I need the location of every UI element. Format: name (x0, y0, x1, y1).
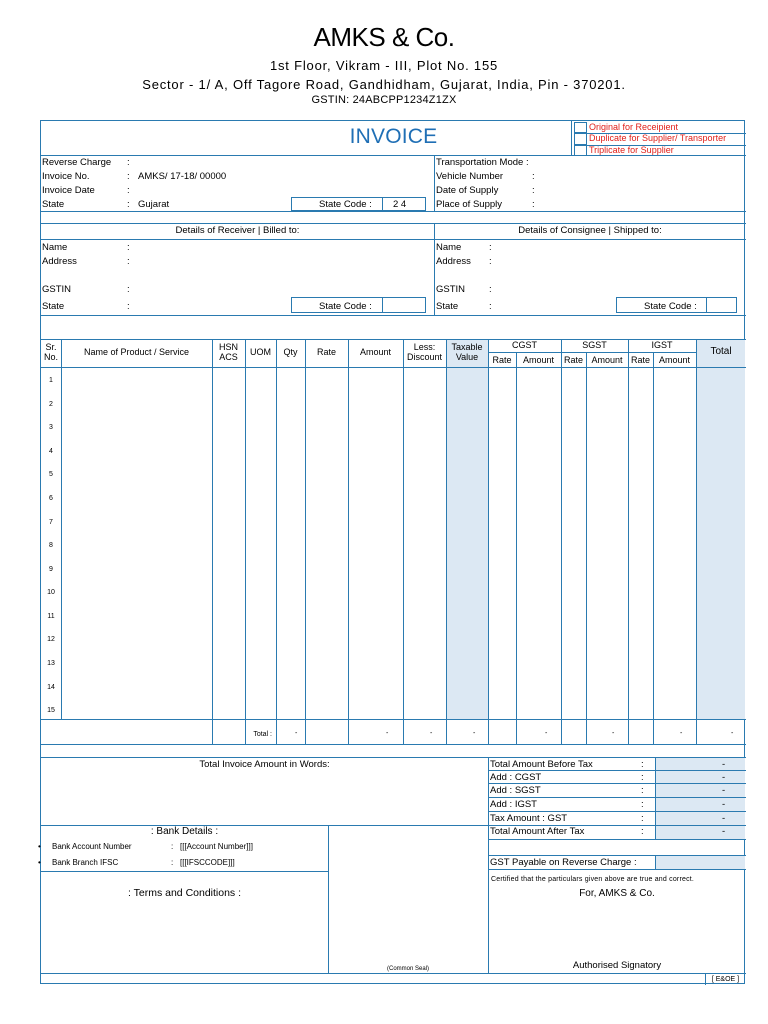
eoe-label: [ E&OE ] (711, 976, 740, 983)
original-copy-label: Original for Receipient (589, 122, 679, 132)
row-number: 2 (49, 401, 53, 408)
add-igst-label: Add : IGST (490, 799, 537, 810)
receiver-address-label: Address (42, 256, 77, 267)
row-number: 9 (49, 566, 53, 573)
row-number: 1 (49, 377, 53, 384)
receiver-gstin-label: GSTIN (42, 284, 72, 295)
row-number: 5 (49, 471, 53, 478)
certified-text: Certified that the particulars given above are true and correct. (491, 876, 695, 883)
company-gstin: GSTIN: 24ABCPP1234Z1ZX (311, 94, 457, 106)
duplicate-copy-label: Duplicate for Supplier/ Transporter (589, 133, 727, 143)
date-of-supply-label: Date of Supply (436, 185, 499, 196)
state-code-value[interactable]: 2 4 (393, 199, 407, 210)
col-igst: IGST (651, 340, 673, 350)
authorised-signatory: Authorised Signatory (572, 960, 662, 971)
transport-mode-label: Transportation Mode : (436, 157, 529, 168)
consignee-address-label: Address (436, 256, 471, 267)
receiver-name-label: Name (42, 242, 68, 253)
col-amount: Amount (359, 347, 392, 357)
bank-ifsc-value[interactable]: [[[IFSCCODE]]] (180, 858, 235, 867)
row-number: 10 (47, 589, 55, 596)
total-sgst: - (612, 730, 615, 737)
total-igst: - (680, 730, 683, 737)
col-sgst: SGST (582, 340, 607, 350)
col-discount: Less: Discount (406, 342, 442, 362)
total-amount: - (386, 730, 389, 737)
receiver-state-code-label: State Code : (319, 301, 372, 312)
row-number: 12 (47, 636, 55, 643)
consignee-heading: Details of Consignee | Shipped to: (518, 225, 662, 236)
reverse-charge-payable-label: GST Payable on Reverse Charge : (490, 857, 637, 868)
total-after-tax-value: - (722, 826, 726, 837)
add-sgst-value: - (722, 785, 726, 796)
common-seal-label: (Common Seal) (386, 966, 429, 972)
col-uom: UOM (250, 347, 271, 357)
row-number: 8 (49, 542, 53, 549)
col-sgst-amount: Amount (591, 355, 623, 365)
receiver-heading: Details of Receiver | Billed to: (175, 225, 300, 236)
invoice-form: INVOICE Original for Receipient Duplicate for Supplier/ Transporter Triplicate for Supplier Reverse Charge : Invoice No. : AMKS/ 17-18/ 00000 Invoice Date : State : Gujarat State Code : 2 4 Transportation Mode : Vehicle Number : Date of Supply : Place of Supply : Details of Receiver | Billed to: Details of Consignee | Shipped to: Name : Address : GSTIN : State : State Code : Name : Address : GSTIN : State : State Code : Sr. No. Name of Product / Service HSN ACS UOM Qty Rate Amount Less: Discount Taxable Value CGST SGST IGST Total Rate Amount Rate Amount Rate Amount 1 2 3 4 5 6 7 8 9 10 11 12 13 14 15 Total : - - - - - - - - Total Invoice Amount in Words: Total Amount Before Tax : - Add : CGST : - Add : SGST : - Add : IGST : - Tax Amount : GST : - Total Amount After Tax : - GST Payable on Reverse Charge : Certified that the particulars given above are true and correct. For, AMKS & Co. Authorised Signatory [ E&OE ] : Bank Details : • Bank Account Number : [[[Account Number]]] • Bank Branch IFSC : [[[IFSCCODE]]] : Terms and Conditions : (Common Seal) (40, 120, 745, 984)
reverse-charge-label: Reverse Charge (42, 157, 112, 168)
receiver-state-label: State (42, 301, 65, 312)
for-company: For, AMKS & Co. (579, 888, 655, 899)
col-qty: Qty (283, 347, 298, 357)
add-igst-value: - (722, 799, 726, 810)
consignee-gstin-label: GSTIN (436, 284, 466, 295)
invoice-no-label: Invoice No. (42, 171, 90, 182)
col-hsn: HSN ACS (218, 342, 238, 362)
triplicate-copy-label: Triplicate for Supplier (589, 145, 674, 155)
row-number: 4 (49, 448, 53, 455)
total-cgst: - (545, 730, 548, 737)
col-cgst-rate: Rate (492, 355, 512, 365)
invoice-no-value[interactable]: AMKS/ 17-18/ 00000 (138, 171, 227, 182)
consignee-state-label: State (436, 301, 459, 312)
row-number: 13 (47, 660, 55, 667)
row-number: 15 (47, 707, 55, 714)
total-row-label: Total : (253, 731, 272, 738)
total-after-tax-label: Total Amount After Tax (490, 826, 585, 837)
col-cgst: CGST (511, 340, 537, 350)
col-taxable: Taxable Value (451, 342, 483, 362)
consignee-name-label: Name (436, 242, 462, 253)
tax-amount-value: - (722, 813, 726, 824)
state-code-label: State Code : (319, 199, 372, 210)
row-number: 6 (49, 495, 53, 502)
total-qty: - (295, 730, 298, 737)
bank-details-heading: : Bank Details : (150, 826, 219, 837)
reverse-value-shade (655, 855, 745, 869)
row-number: 7 (49, 519, 53, 526)
amount-in-words-label: Total Invoice Amount in Words: (199, 759, 330, 770)
state-value[interactable]: Gujarat (138, 199, 170, 210)
col-rate: Rate (316, 347, 336, 357)
taxable-column-shade (446, 339, 488, 719)
place-of-supply-label: Place of Supply (436, 199, 503, 210)
total-before-tax-label: Total Amount Before Tax (490, 759, 593, 770)
bank-account-label: Bank Account Number (52, 842, 132, 851)
col-total: Total (710, 346, 732, 357)
invoice-title: INVOICE (349, 125, 438, 148)
total-taxable: - (473, 730, 476, 737)
company-address-line1: 1st Floor, Vikram - III, Plot No. 155 (269, 58, 499, 73)
col-sgst-rate: Rate (563, 355, 583, 365)
row-number: 3 (49, 424, 53, 431)
add-cgst-label: Add : CGST (490, 772, 542, 783)
add-cgst-value: - (722, 772, 726, 783)
total-grand: - (731, 730, 734, 737)
company-address-line2: Sector - 1/ A, Off Tagore Road, Gandhidham, Gujarat, India, Pin - 370201. (142, 77, 626, 92)
col-igst-amount: Amount (658, 355, 691, 365)
col-product: Name of Product / Service (83, 347, 190, 357)
row-number: 14 (47, 684, 55, 691)
col-sr-no: Sr. No. (43, 342, 58, 362)
original-copy-checkbox[interactable] (574, 122, 587, 133)
total-discount: - (430, 730, 433, 737)
tax-amount-label: Tax Amount : GST (490, 813, 568, 824)
add-sgst-label: Add : SGST (490, 785, 541, 796)
bank-ifsc-label: Bank Branch IFSC (52, 858, 119, 867)
total-before-tax-value: - (722, 759, 726, 770)
col-cgst-amount: Amount (522, 355, 555, 365)
state-label: State (42, 199, 65, 210)
total-column-shade (696, 339, 745, 719)
invoice-date-label: Invoice Date (42, 185, 95, 196)
terms-heading: : Terms and Conditions : (127, 887, 242, 899)
row-number: 11 (47, 613, 55, 620)
company-name: AMKS & Co. (313, 22, 455, 52)
consignee-state-code-label: State Code : (644, 301, 697, 312)
col-igst-rate: Rate (630, 355, 650, 365)
duplicate-copy-checkbox[interactable] (574, 133, 587, 145)
bank-account-value[interactable]: [[[Account Number]]] (180, 842, 253, 851)
vehicle-number-label: Vehicle Number (436, 171, 504, 182)
